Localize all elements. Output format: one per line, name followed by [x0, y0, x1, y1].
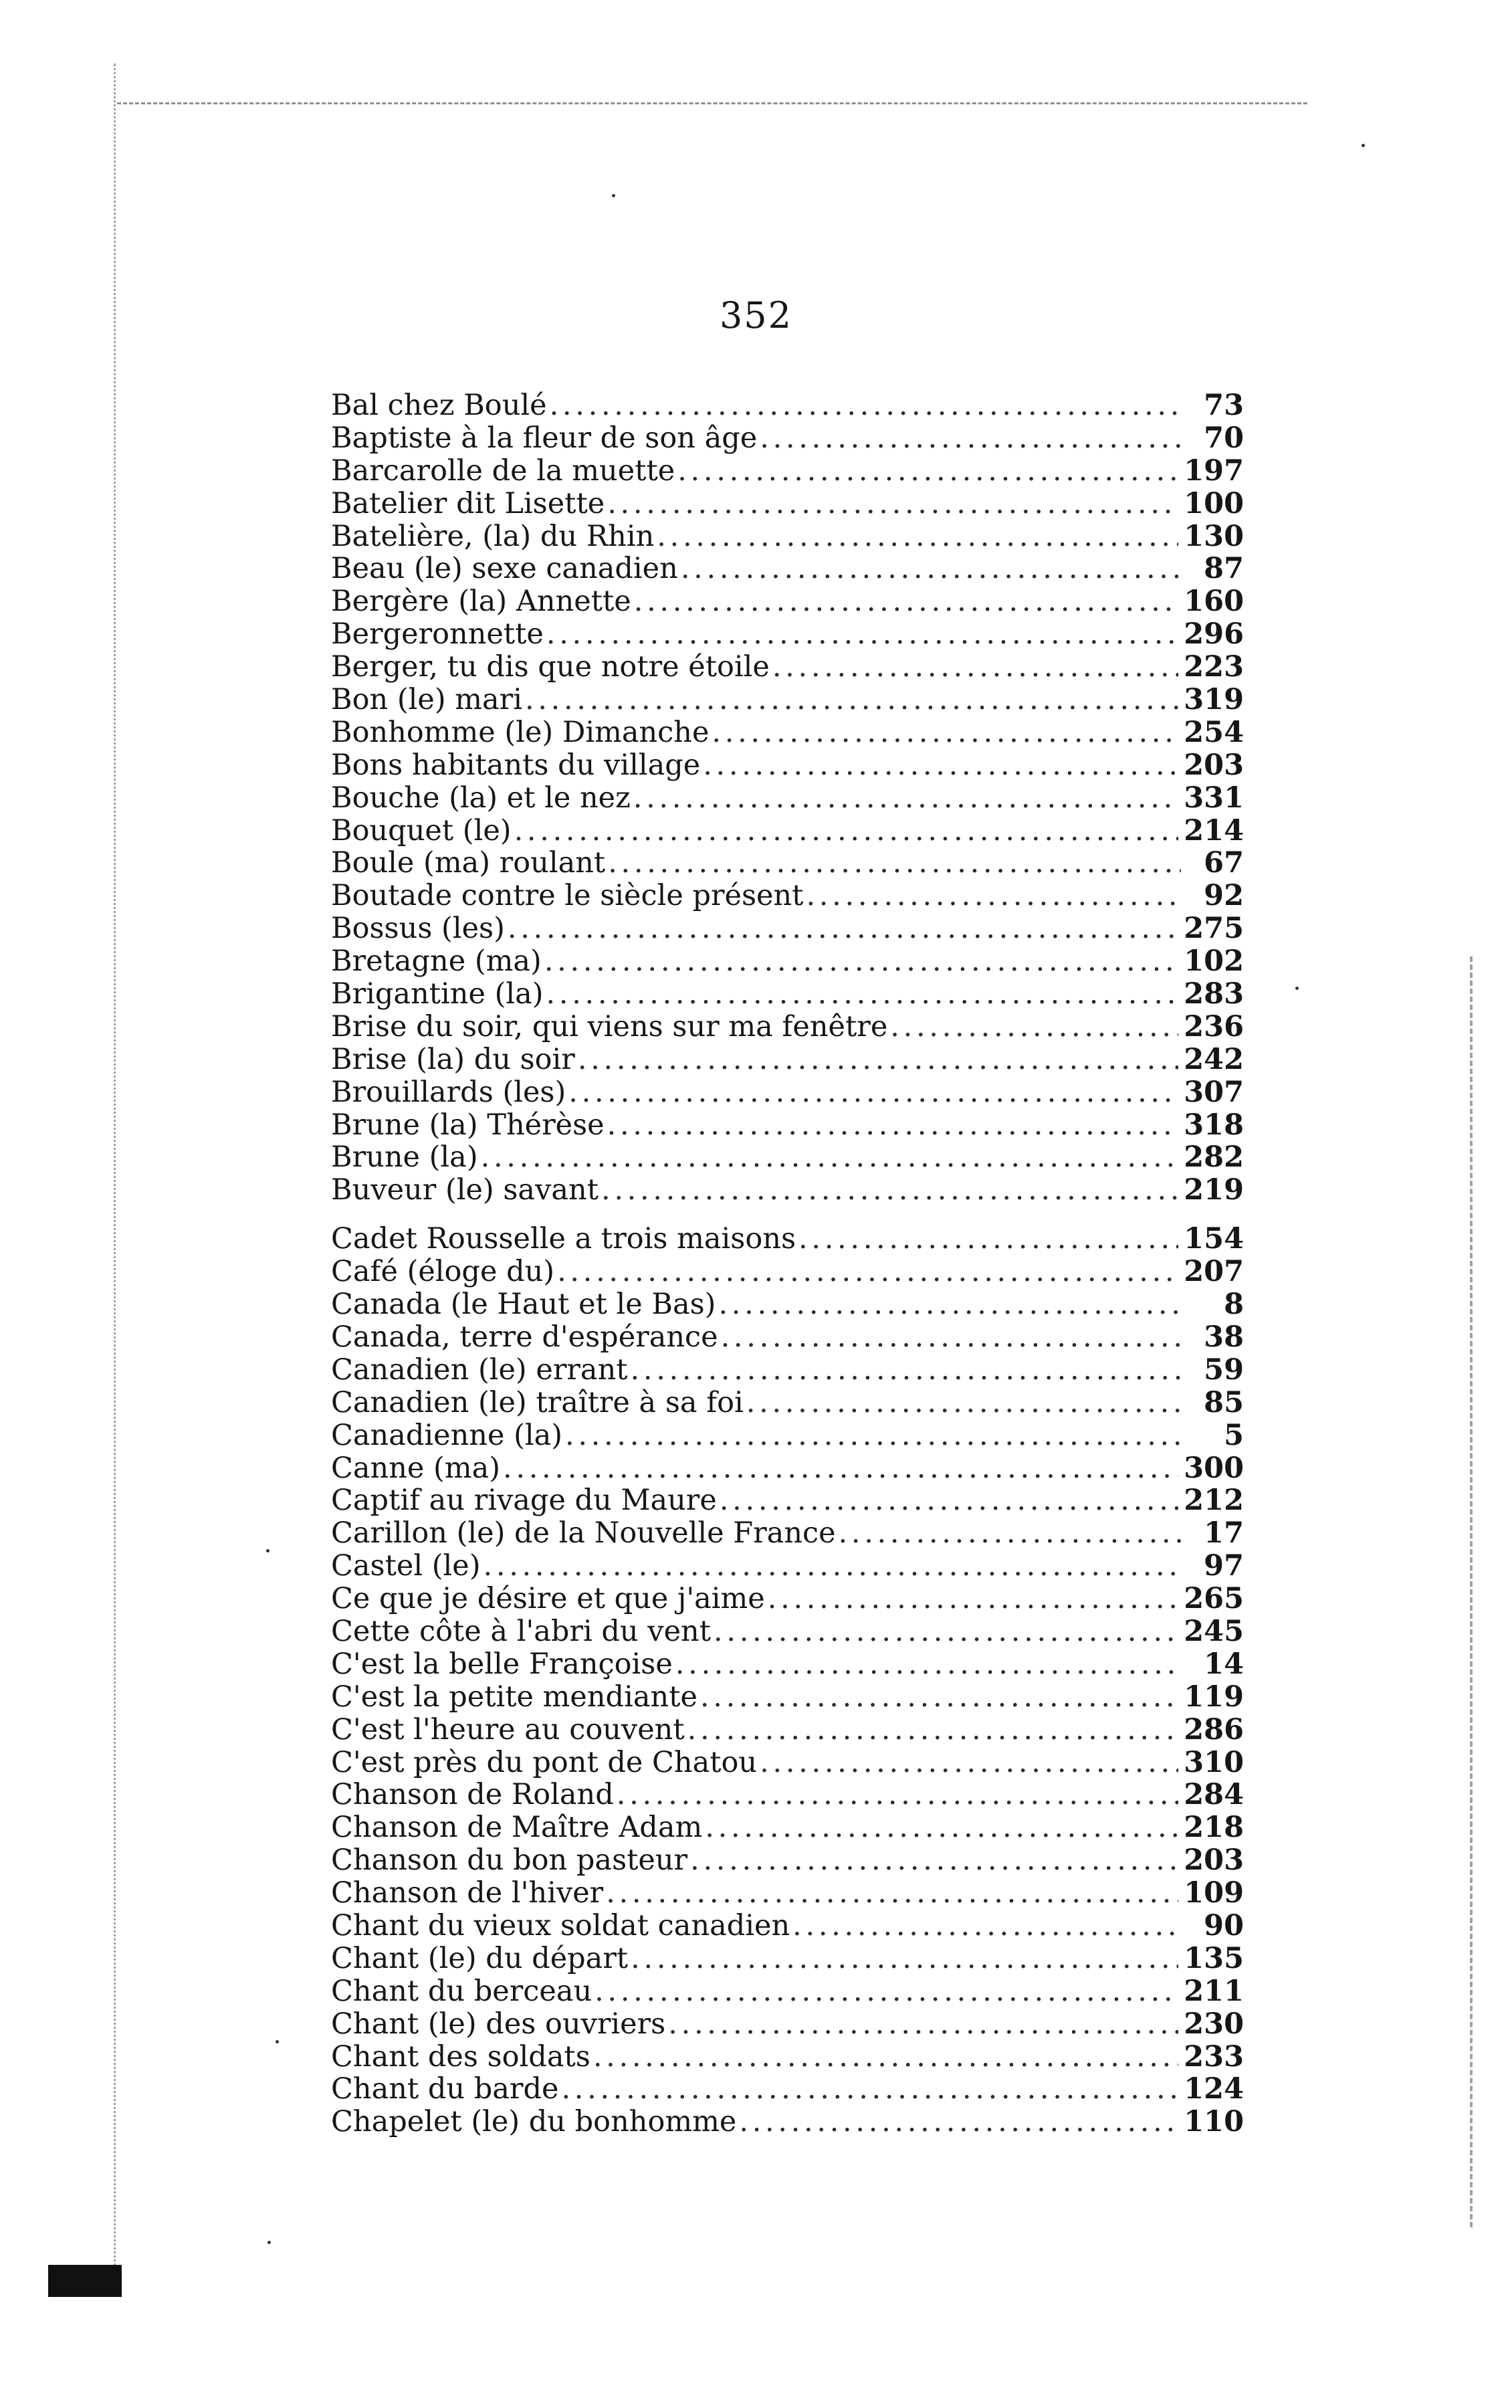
index-entry: [331, 1174, 1244, 1207]
index-entry: [331, 2106, 1244, 2138]
entry-title: Brune (la) Thérèse: [331, 1108, 605, 1142]
dot-leader: [792, 1910, 1181, 1942]
index-entry: [331, 1043, 1244, 1076]
index-entry: [331, 1681, 1244, 1714]
index-entry: [331, 618, 1244, 651]
dot-leader: [578, 1043, 1178, 1076]
entry-page-number: 245: [1184, 1614, 1244, 1648]
entry-page-number: 254: [1184, 715, 1244, 749]
entry-title: Berger, tu dis que notre étoile: [331, 650, 770, 684]
index-entry: [331, 1975, 1244, 2008]
dot-leader: [546, 618, 1178, 651]
entry-page-number: 70: [1204, 421, 1244, 455]
index-entry: [331, 1256, 1244, 1288]
entry-page-number: 331: [1184, 781, 1244, 815]
dot-leader: [633, 782, 1178, 815]
index-entry: [331, 1714, 1244, 1746]
index-entry: [331, 716, 1244, 749]
dot-leader: [760, 422, 1181, 455]
entry-title: Brise du soir, qui viens sur ma fenêtre: [331, 1009, 888, 1043]
entry-page-number: 97: [1204, 1549, 1244, 1583]
entry-title: C'est la belle Françoise: [331, 1647, 673, 1681]
entry-title: Canadien (le) traître à sa foi: [331, 1385, 744, 1419]
entry-title: Bergeronnette: [331, 617, 544, 651]
entry-title: Bossus (les): [331, 912, 505, 946]
entry-page-number: 282: [1184, 1140, 1244, 1175]
index-entry: [331, 1844, 1244, 1877]
index-entry: [331, 1583, 1244, 1615]
index-entry: [331, 1910, 1244, 1942]
entry-page-number: 307: [1184, 1075, 1244, 1109]
dot-leader: [544, 945, 1178, 978]
entry-title: Beau (le) sexe canadien: [331, 552, 678, 586]
index-entry: [331, 815, 1244, 847]
dot-leader: [546, 978, 1179, 1011]
dot-leader: [798, 1223, 1178, 1256]
dot-leader: [677, 455, 1178, 488]
entry-title: Chant (le) des ouvriers: [331, 2007, 666, 2041]
dot-leader: [608, 847, 1181, 880]
entry-page-number: 319: [1184, 683, 1244, 717]
entry-title: Carillon (le) de la Nouvelle France: [331, 1516, 836, 1550]
index-entry: [331, 1288, 1244, 1321]
index-entry: [331, 1746, 1244, 1779]
index-entry: [331, 1321, 1244, 1354]
index-entry: [331, 1811, 1244, 1844]
dot-leader: [839, 1517, 1181, 1550]
entry-page-number: 286: [1184, 1712, 1244, 1746]
index-list: [331, 389, 1244, 2138]
entry-title: Chanson de Roland: [331, 1778, 614, 1812]
entry-title: Bonhomme (le) Dimanche: [331, 715, 710, 749]
scan-speck: [267, 2241, 271, 2244]
entry-title: Canada (le Haut et le Bas): [331, 1288, 716, 1322]
entry-title: Ce que je désire et que j'aime: [331, 1582, 765, 1616]
entry-title: Bon (le) mari: [331, 683, 522, 717]
entry-page-number: 73: [1204, 389, 1244, 422]
dot-leader: [746, 1387, 1181, 1419]
index-entry: [331, 1615, 1244, 1648]
entry-title: Castel (le): [331, 1549, 481, 1583]
dot-leader: [503, 1452, 1178, 1485]
dot-leader: [690, 1844, 1178, 1877]
scan-speck: [266, 1549, 269, 1552]
entry-page-number: 223: [1184, 650, 1244, 684]
scan-top-rule: [117, 102, 1307, 104]
entry-title: Boutade contre le siècle présent: [331, 879, 804, 913]
dot-leader: [631, 1354, 1181, 1387]
entry-page-number: 197: [1184, 454, 1244, 488]
index-entry: [331, 1011, 1244, 1043]
entry-page-number: 242: [1184, 1042, 1244, 1076]
index-entry: [331, 880, 1244, 912]
entry-page-number: 211: [1184, 1974, 1244, 2008]
entry-page-number: 109: [1184, 1876, 1244, 1910]
entry-title: Canadienne (la): [331, 1418, 563, 1452]
entry-title: Bouquet (le): [331, 813, 512, 847]
entry-page-number: 214: [1184, 813, 1244, 847]
dot-leader: [606, 1877, 1178, 1910]
index-entry: [331, 1779, 1244, 1811]
entry-title: Batelier dit Lisette: [331, 486, 605, 520]
dot-leader: [668, 2008, 1178, 2041]
entry-title: Brune (la): [331, 1140, 478, 1175]
dot-leader: [657, 520, 1178, 553]
entry-title: Bal chez Boulé: [331, 389, 547, 422]
entry-title: Chant du barde: [331, 2072, 559, 2106]
entry-title: Chanson de l'hiver: [331, 1876, 604, 1910]
dot-leader: [481, 1141, 1179, 1174]
entry-page-number: 296: [1184, 617, 1244, 651]
entry-page-number: 67: [1204, 846, 1244, 880]
scan-left-edge: [114, 64, 116, 2291]
index-entry: [331, 782, 1244, 815]
entry-page-number: 8: [1224, 1288, 1244, 1322]
dot-leader: [890, 1011, 1178, 1043]
dot-leader: [703, 749, 1178, 782]
index-entry: [331, 945, 1244, 978]
index-entry: [331, 978, 1244, 1011]
index-entry: [331, 2041, 1244, 2074]
dot-leader: [675, 1648, 1181, 1681]
index-entry: [331, 1387, 1244, 1419]
entry-page-number: 90: [1204, 1908, 1244, 1942]
dot-leader: [720, 1484, 1178, 1517]
scan-speck: [276, 2040, 279, 2043]
entry-title: Chant du vieux soldat canadien: [331, 1908, 790, 1942]
index-entry: [331, 847, 1244, 880]
entry-title: Canadien (le) errant: [331, 1352, 628, 1387]
entry-page-number: 310: [1184, 1745, 1244, 1779]
dot-leader: [617, 1779, 1178, 1811]
dot-leader: [607, 1109, 1179, 1142]
index-entry: [331, 1877, 1244, 1910]
entry-title: Café (éloge du): [331, 1255, 555, 1289]
entry-page-number: 160: [1184, 585, 1244, 619]
entry-title: Chapelet (le) du bonhomme: [331, 2105, 737, 2139]
dot-leader: [483, 1550, 1181, 1583]
entry-page-number: 284: [1184, 1778, 1244, 1812]
dot-leader: [772, 651, 1178, 684]
index-entry: [331, 1223, 1244, 1256]
entry-title: C'est l'heure au couvent: [331, 1712, 685, 1746]
index-entry: [331, 1419, 1244, 1452]
entry-page-number: 92: [1204, 879, 1244, 913]
index-entry: [331, 651, 1244, 684]
entry-page-number: 14: [1204, 1647, 1244, 1681]
dot-leader: [593, 2041, 1178, 2074]
entry-page-number: 87: [1204, 552, 1244, 586]
index-entry: [331, 553, 1244, 585]
entry-title: C'est la petite mendiante: [331, 1680, 697, 1714]
index-section: [331, 389, 1244, 1207]
entry-title: Bouche (la) et le nez: [331, 781, 631, 815]
entry-page-number: 203: [1184, 748, 1244, 782]
entry-title: Chanson du bon pasteur: [331, 1843, 688, 1878]
entry-title: Barcarolle de la muette: [331, 454, 675, 488]
dot-leader: [768, 1583, 1178, 1615]
dot-leader: [705, 1811, 1178, 1844]
index-entry: [331, 684, 1244, 716]
entry-page-number: 130: [1184, 519, 1244, 553]
dot-leader: [687, 1714, 1179, 1746]
entry-page-number: 230: [1184, 2007, 1244, 2041]
index-entry: [331, 2073, 1244, 2106]
index-entry: [331, 1141, 1244, 1174]
dot-leader: [550, 389, 1181, 422]
entry-title: Batelière, (la) du Rhin: [331, 519, 655, 553]
index-entry: [331, 455, 1244, 488]
dot-leader: [634, 585, 1178, 618]
index-entry: [331, 585, 1244, 618]
scan-speck: [612, 194, 615, 197]
entry-page-number: 59: [1204, 1352, 1244, 1387]
entry-title: Canne (ma): [331, 1451, 501, 1485]
dot-leader: [806, 880, 1181, 912]
entry-page-number: 154: [1184, 1222, 1244, 1256]
dot-leader: [714, 1615, 1178, 1648]
entry-page-number: 100: [1184, 486, 1244, 520]
dot-leader: [525, 684, 1178, 716]
dot-leader: [760, 1746, 1178, 1779]
entry-title: Canada, terre d'espérance: [331, 1320, 718, 1354]
entry-title: Baptiste à la fleur de son âge: [331, 421, 758, 455]
index-entry: [331, 912, 1244, 945]
entry-title: Brigantine (la): [331, 977, 544, 1011]
dot-leader: [561, 2073, 1178, 2106]
dot-leader: [631, 1942, 1178, 1975]
index-entry: [331, 1452, 1244, 1485]
entry-page-number: 275: [1184, 912, 1244, 946]
index-entry: [331, 1076, 1244, 1109]
entry-page-number: 119: [1184, 1680, 1244, 1714]
dot-leader: [681, 553, 1181, 585]
entry-page-number: 207: [1184, 1255, 1244, 1289]
index-entry: [331, 1484, 1244, 1517]
entry-page-number: 265: [1184, 1582, 1244, 1616]
entry-title: Bretagne (ma): [331, 944, 542, 979]
dot-leader: [514, 815, 1179, 847]
entry-page-number: 102: [1184, 944, 1244, 979]
entry-page-number: 203: [1184, 1843, 1244, 1878]
index-entry: [331, 749, 1244, 782]
entry-title: Chant du berceau: [331, 1974, 592, 2008]
entry-page-number: 212: [1184, 1484, 1244, 1518]
entry-title: Bons habitants du village: [331, 748, 701, 782]
index-entry: [331, 520, 1244, 553]
dot-leader: [721, 1321, 1181, 1354]
entry-title: Bergère (la) Annette: [331, 585, 631, 619]
entry-page-number: 38: [1204, 1320, 1244, 1354]
entry-page-number: 233: [1184, 2039, 1244, 2074]
entry-page-number: 135: [1184, 1941, 1244, 1975]
entry-title: Chant des soldats: [331, 2039, 590, 2074]
entry-page-number: 5: [1224, 1418, 1244, 1452]
entry-title: Brise (la) du soir: [331, 1042, 575, 1076]
scan-right-edge: [1470, 957, 1473, 2227]
dot-leader: [739, 2106, 1178, 2138]
entry-title: Brouillards (les): [331, 1075, 566, 1109]
entry-title: Chanson de Maître Adam: [331, 1811, 703, 1845]
entry-page-number: 283: [1184, 977, 1244, 1011]
dot-leader: [595, 1975, 1178, 2008]
index-entry: [331, 389, 1244, 422]
entry-page-number: 236: [1184, 1009, 1244, 1043]
entry-page-number: 318: [1184, 1108, 1244, 1142]
entry-page-number: 218: [1184, 1811, 1244, 1845]
entry-page-number: 85: [1204, 1385, 1244, 1419]
dot-leader: [700, 1681, 1178, 1714]
dot-leader: [568, 1076, 1178, 1109]
entry-page-number: 17: [1204, 1516, 1244, 1550]
index-entry: [331, 1648, 1244, 1681]
entry-title: Chant (le) du départ: [331, 1941, 629, 1975]
index-entry: [331, 1354, 1244, 1387]
entry-title: Boule (ma) roulant: [331, 846, 606, 880]
index-section: [331, 1223, 1244, 2138]
dot-leader: [718, 1288, 1181, 1321]
entry-title: Buveur (le) savant: [331, 1173, 599, 1207]
entry-title: Captif au rivage du Maure: [331, 1484, 717, 1518]
dot-leader: [607, 488, 1178, 520]
entry-title: Cette côte à l'abri du vent: [331, 1614, 712, 1648]
index-entry: [331, 1517, 1244, 1550]
dot-leader: [565, 1419, 1181, 1452]
scan-binding-mark: [48, 2265, 122, 2297]
dot-leader: [601, 1174, 1178, 1207]
entry-page-number: 300: [1184, 1451, 1244, 1485]
scan-speck: [1362, 144, 1365, 147]
index-entry: [331, 1109, 1244, 1142]
index-entry: [331, 1942, 1244, 1975]
entry-page-number: 124: [1184, 2072, 1244, 2106]
index-entry: [331, 422, 1244, 455]
index-entry: [331, 1550, 1244, 1583]
page-number: 352: [719, 294, 793, 336]
entry-page-number: 110: [1184, 2105, 1244, 2139]
scan-speck: [1295, 987, 1299, 990]
index-entry: [331, 488, 1244, 520]
dot-leader: [508, 912, 1178, 945]
entry-title: Cadet Rousselle a trois maisons: [331, 1222, 796, 1256]
dot-leader: [557, 1256, 1178, 1288]
index-entry: [331, 2008, 1244, 2041]
entry-title: C'est près du pont de Chatou: [331, 1745, 758, 1779]
entry-page-number: 219: [1184, 1173, 1244, 1207]
dot-leader: [712, 716, 1178, 749]
